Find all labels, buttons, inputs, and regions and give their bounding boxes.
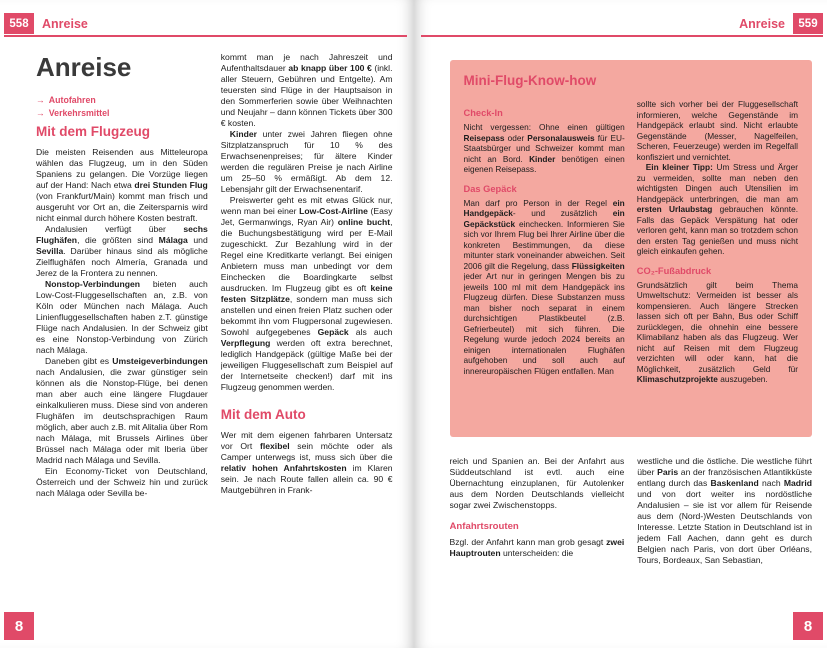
section-link-verkehrsmittel bbox=[36, 107, 208, 120]
section-heading: Mit dem Flugzeug bbox=[36, 124, 150, 139]
running-header-left: Anreise bbox=[42, 17, 88, 31]
paragraph: reich und Spanien an. Bei der Anfahrt aus Süddeutschland ist evtl. auch eine Übernachtung einzuplanen, für Autolenker aus dem Norden Deutschlands vielleicht sogar zwei Zwischenstopps. bbox=[449, 456, 625, 510]
section-heading: Mit dem Auto bbox=[220, 407, 306, 422]
paragraph: westliche und die östliche. Die westliche führt über Paris an der französischen Atlantikküste entlang durch das Baskenland nach Madrid und von dort weiter ins nordöstliche Andalusien – sie ist vor allem für Reisende aus dem (Nord-)Westen Deutschlands von Interesse. Letzte Station in Deutschland ist in jedem Fall Aachen, dann geht es durch Belgien nach Paris, von dort über Orléans, Tours, Bordeaux, San Sebastian, bbox=[637, 456, 812, 565]
paragraph: Nonstop-Verbindungen bieten auch Low-Cost-Fluggesellschaften an, z.B. von Köln oder München nach Málaga. Auch Linienfluggesellschaften haben z.T. günstige Flüge nach Andalusien. In der Schweiz gibt es eine Nonstop-Verbindung von Zürich nach Málaga. bbox=[36, 279, 208, 355]
right-page-column-2 bbox=[637, 456, 812, 606]
mini-flug-know-how-box bbox=[450, 60, 813, 437]
chapter-number-badge-left: 8 bbox=[4, 612, 34, 640]
section-link-autofahren bbox=[36, 94, 208, 107]
paragraph: Andalusien verfügt über sechs Flughäfen, die größten sind Málaga und Sevilla. Darüber hinaus sind als mögliche Zielflughäfen noch Almería, Granada und Jerez de la Frontera zu nennen. bbox=[36, 224, 208, 278]
section-heading: Check-In bbox=[463, 108, 503, 118]
arrow-right-icon: → bbox=[36, 108, 45, 118]
running-header-right: Anreise bbox=[739, 17, 785, 31]
header-rule-right bbox=[421, 35, 824, 37]
section-link-label: Autofahren bbox=[48, 95, 96, 105]
left-page-column-2 bbox=[221, 52, 393, 606]
paragraph: Kinder unter zwei Jahren fliegen ohne Sitzplatzanspruch für 10 % des Erwachsenenpreises; für ältere Kinder werden die regulären Preise je nach Airline um 25–50 % ermäßigt. Ab dem 12. Lebensjahr gilt der Erwachsenentarif. bbox=[220, 129, 393, 194]
paragraph: Nicht vergessen: Ohne einen gültigen Reisepass oder Personalausweis für EU-Staatsbürger und Schweizer kommt man nicht an Bord. Kinder benötigen einen eigenen Reisepass. bbox=[463, 122, 625, 174]
paragraph: Bzgl. der Anfahrt kann man grob gesagt zwei Hauptrouten unterscheiden: die bbox=[449, 537, 625, 558]
info-box-column-1 bbox=[464, 99, 625, 385]
paragraph: Wer mit dem eigenen fahrbaren Untersatz vor Ort flexibel sein möchte oder als Camper unterwegs ist, muss sich über die relativ hohen Anfahrtskosten im Klaren sein. Je nach Route fallen allein ca. 90 € Mautgebühren in Frank- bbox=[220, 430, 393, 495]
info-box-column-2 bbox=[637, 99, 798, 385]
paragraph: Preiswerter geht es mit etwas Glück nur, wenn man bei einer Low-Cost-Airline (Easy Jet, Germanwings, Ryan Air) online bucht, die Buchungsbestätigung wird per E-Mail zugeschickt. Zur Bezahlung wird in der Regel eine Kreditkarte verlangt. Bei einigen Anbietern muss man unbedingt vor dem Einchecken die Boardingkarte selbst ausdrucken. Im Flugzeug gibt es oft keine festen Sitzplätze, sondern man muss sich anstellen und einen freien Platz suchen oder bekommt ihn vom Flugpersonal zugewiesen. Sowohl aufgegebenes Gepäck als auch Verpflegung werden oft extra berechnet, lediglich Handgepäck (gültige Maße bei der jeweiligen Fluggesellschaft zum Beispiel auf der Internetseite checken!) darf mit ins Flugzeug genommen werden. bbox=[220, 195, 393, 392]
page-number-badge-right: 559 bbox=[793, 13, 823, 34]
left-page-columns bbox=[36, 52, 393, 606]
paragraph: sollte sich vorher bei der Fluggesellschaft informieren, welche Gegenstände im Handgepäck erlaubt sind. Nicht erlaubte Gegenstände (Messer, Nagelfeilen, Scheren, Feuerzeuge) werden im Regelfall konfisziert und vernichtet. bbox=[636, 99, 798, 162]
paragraph: Man darf pro Person in der Regel ein Handgepäck- und zusätzlich ein Gepäckstück einchecken. Informieren Sie sich vor Ihrem Flug bei Ihrer Airline über die konkreten Bestimmungen, da diese mitunter stark voneinander abweichen. Seit 2006 gilt die Regelung, dass Flüssigkeiten jeder Art nur in geringen Mengen bis zu jeweils 100 ml mit dem Handgepäck ins Flugzeug dürfen. Diese Substanzen muss man bisher noch separat in einem durchsichtigen Plastikbeutel (z.B. Gefrierbeutel) mit sich führen. Die Regelung wurde jedoch 2024 bereits an einigen internationalen Flughäfen aufgehoben und soll auch auf innereuropäischen Flügen entfallen. Man bbox=[463, 197, 625, 376]
section-link-label: Verkehrsmittel bbox=[48, 108, 110, 118]
paragraph: Grundsätzlich gilt beim Thema Umweltschutz: Vermeiden ist besser als kompensieren. Auch längere Strecken lassen sich oft per Bahn, Bus oder Schiff zurücklegen, die ohnehin eine bessere Klimabilanz haben als das Flugzeug. Wer nicht auf Reisen mit dem Flugzeug verzichten will oder kann, hat die Möglichkeit, zusätzlich Geld für Klimaschutzprojekte auszugeben. bbox=[636, 279, 798, 384]
section-heading: Das Gepäck bbox=[463, 183, 517, 194]
section-heading: Anfahrtsrouten bbox=[449, 521, 519, 532]
info-box-title: Mini-Flug-Know-how bbox=[463, 73, 597, 88]
paragraph: Die meisten Reisenden aus Mitteleuropa wählen das Flugzeug, um in den Süden Spaniens zu gelangen. Die Vorzüge liegen auf der Hand: Nach etwa drei Stunden Flug (von Frankfurt/Main) kommt man frisch und ausgeruht vor Ort an, die Zeitersparnis wird nicht einmal durch höhere Kosten bestraft. bbox=[36, 147, 208, 223]
text-flow bbox=[36, 124, 208, 499]
arrow-right-icon: → bbox=[36, 95, 45, 105]
chapter-contents-links bbox=[36, 94, 208, 120]
left-page-column-1 bbox=[36, 52, 208, 606]
paragraph: Ein kleiner Tipp: Um Stress und Ärger zu vermeiden, sollte man neben den wichtigsten Dingen auch Utensilien im Handgepäck unterbringen, die man am ersten Urlaubstag gebrauchen könnte. Falls das Gepäck Verspätung hat oder verloren geht, kann man so trotzdem schon den ersten Tag genießen und muss nicht gleich einkaufen gehen. bbox=[636, 162, 798, 256]
chapter-title: Anreise bbox=[36, 52, 132, 82]
paragraph: kommt man je nach Jahreszeit und Aufenthaltsdauer ab knapp über 100 € (inkl. aller Steuern, Gebühren und Entgelte). Am teuersten sind Flüge in der Hauptsaison in den Sommerferien sowie über Weihnachten und Neujahr – dann können Tickets über 300 € kosten. bbox=[220, 52, 393, 128]
section-heading: CO₂-Fußabdruck bbox=[636, 265, 712, 276]
paragraph: Daneben gibt es Umsteigeverbindungen nach Andalusien, die zwar günstiger sein können als die Nonstop-Flüge, bei denen man aber auch eine längere Flugdauer einkalkulieren muss. Diese sind von anderen Flughäfen im deutschsprachigen Raum möglich, aber auch z.B. mit Alitalia über Rom nach Málaga, mit Brussels Airlines über Brüssel nach Málaga oder mit Iberia über Madrid nach Málaga und Sevilla. bbox=[36, 356, 208, 465]
header-rule-left bbox=[4, 35, 407, 37]
chapter-number-badge-right: 8 bbox=[793, 612, 823, 640]
paragraph: Ein Economy-Ticket von Deutschland, Österreich und der Schweiz hin und zurück nach Málaga oder Sevilla be- bbox=[36, 466, 208, 498]
right-page-columns bbox=[450, 456, 813, 606]
page-number-badge-left: 558 bbox=[4, 13, 34, 34]
right-page-column-1 bbox=[450, 456, 625, 606]
page-559 bbox=[414, 0, 827, 648]
